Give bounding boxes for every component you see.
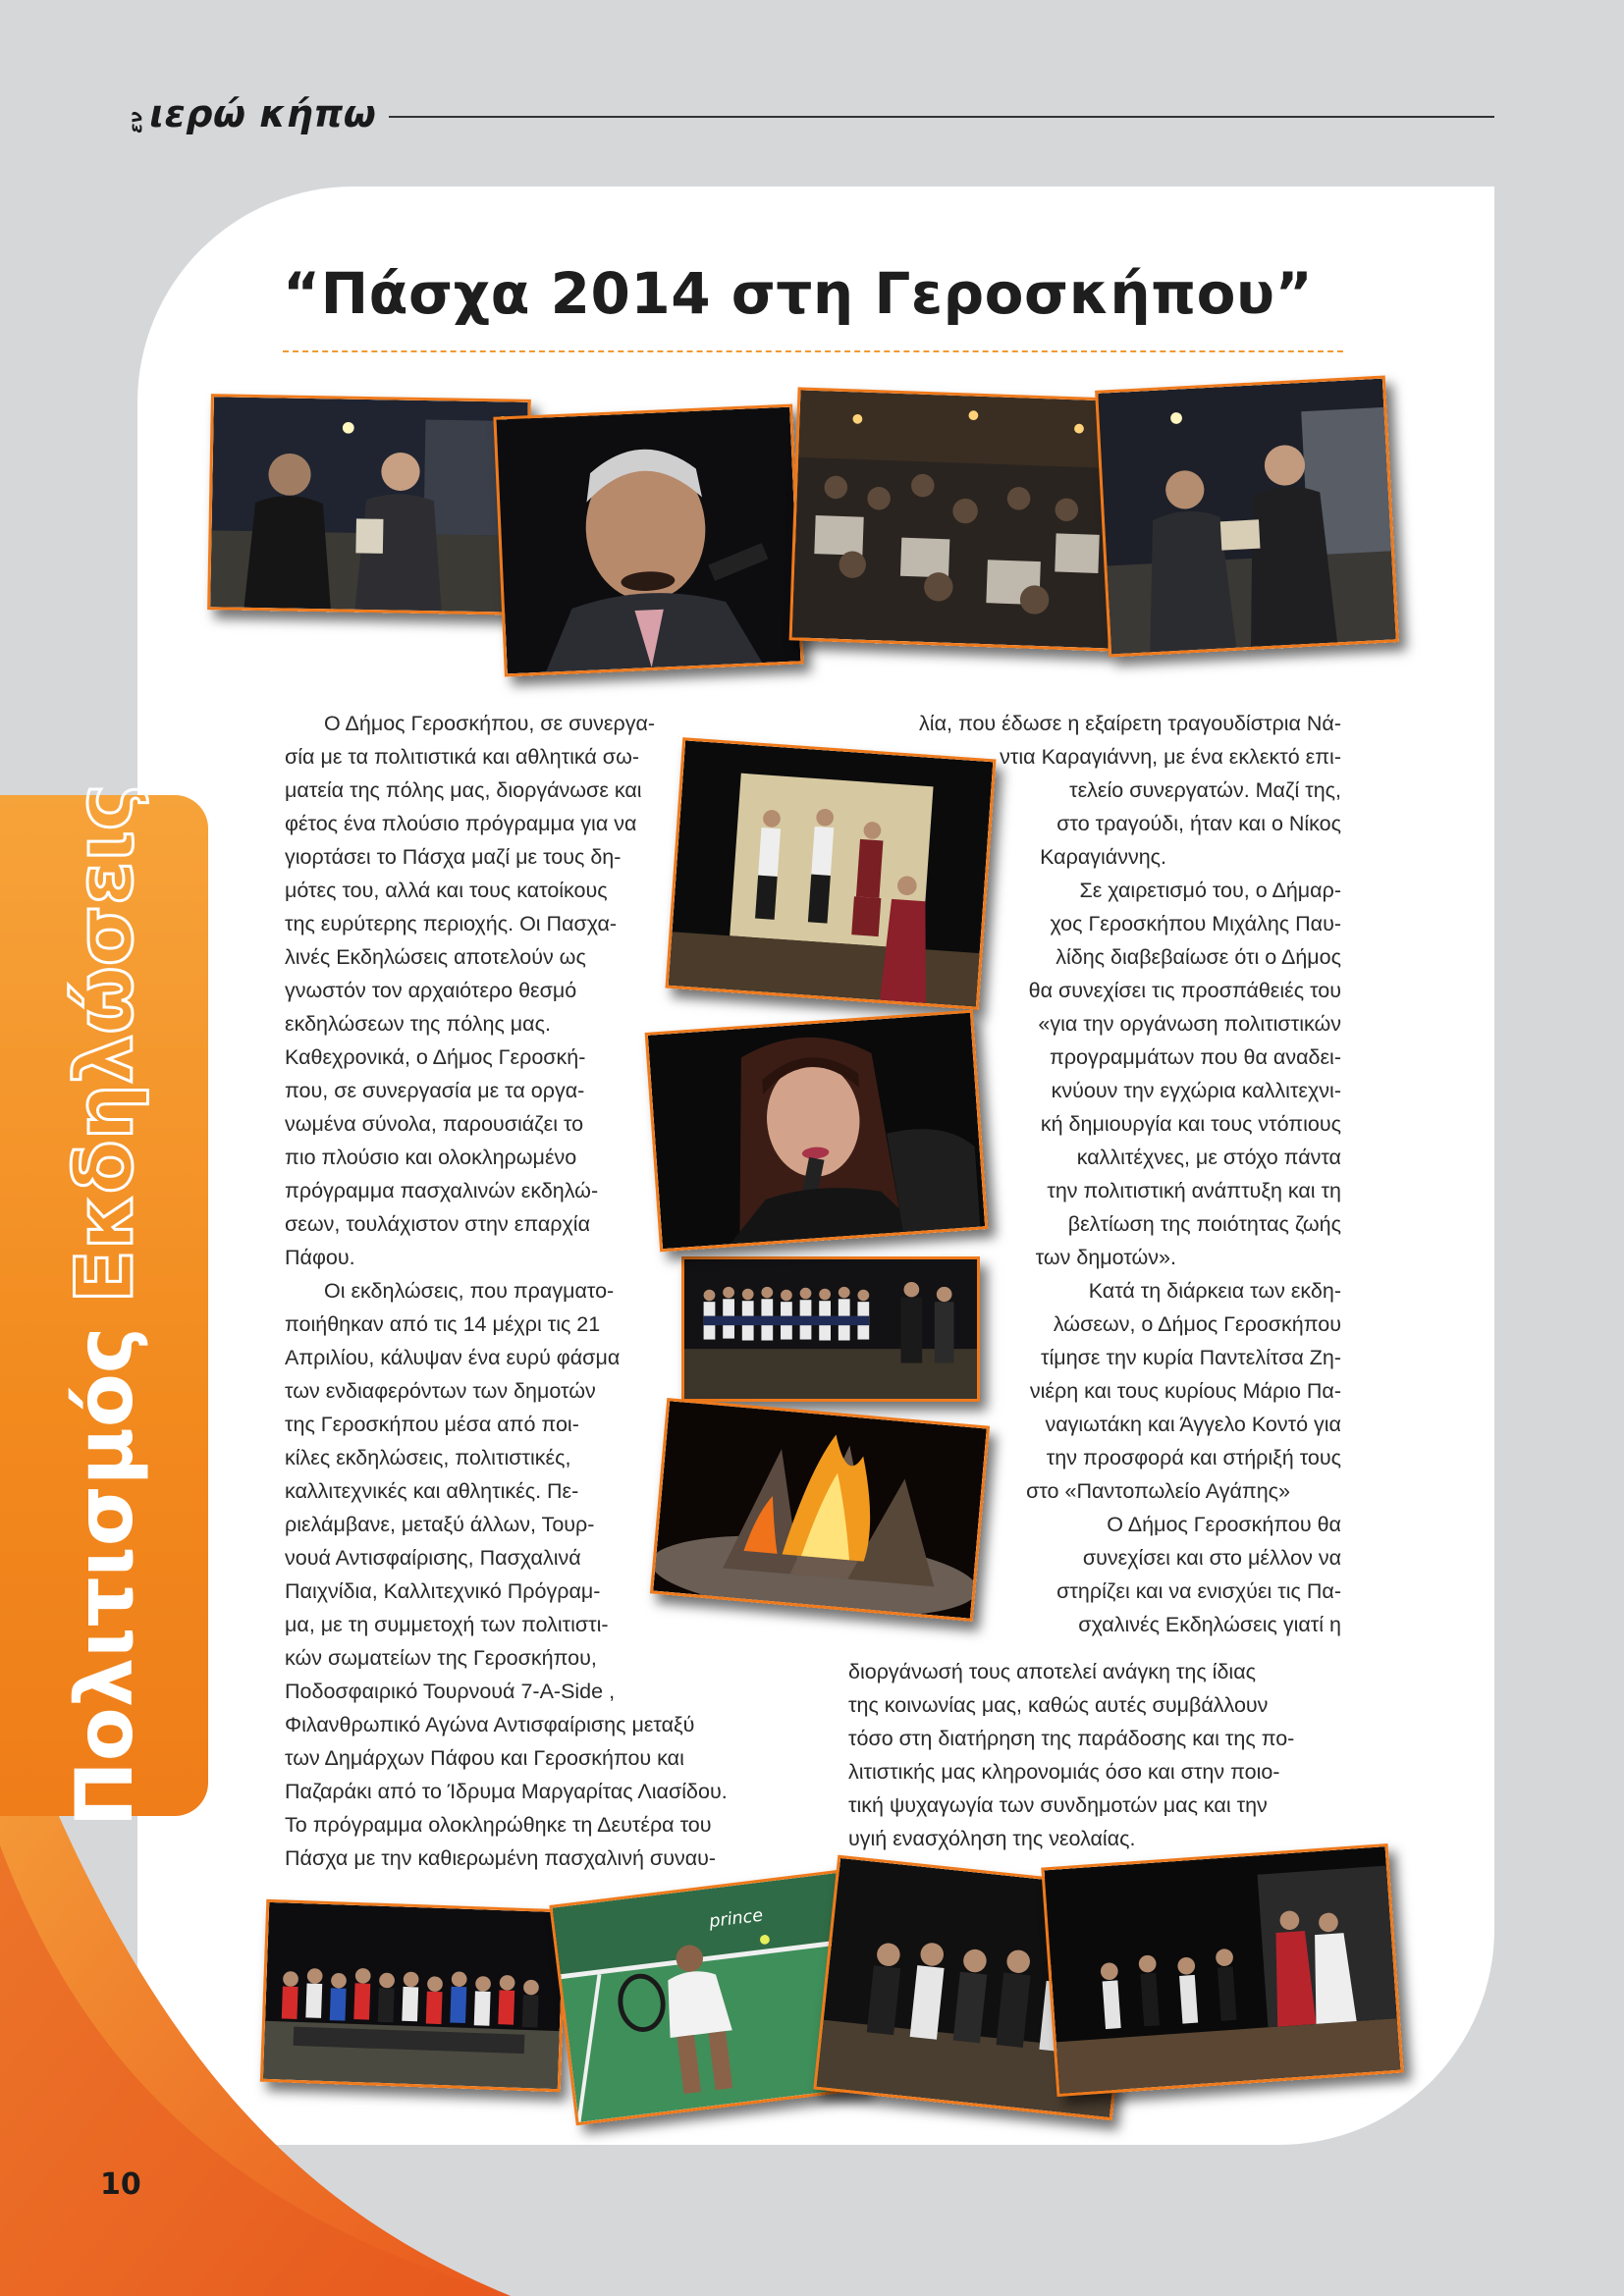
page-number: 10 [100, 2167, 141, 2202]
text-line: γιορτάσει το Πάσχα μαζί με τους δη- [285, 845, 622, 869]
photo-bonfire [650, 1398, 990, 1622]
text-line: ριελάμβανε, μεταξύ άλλων, Τουρ- [285, 1513, 595, 1536]
magazine-prefix: εν [126, 111, 147, 133]
text-line: Ο Δήμος Γεροσκήπου, σε συνεργα- [324, 712, 656, 735]
photo-award-plaque [1095, 375, 1399, 657]
photo-football-team [260, 1899, 567, 2093]
text-line: Πάφου. [285, 1246, 355, 1269]
text-line: ποιήθηκαν από τις 14 μέχρι τις 21 [285, 1312, 601, 1336]
text-line: λινές Εκδηλώσεις αποτελούν ως [285, 945, 586, 969]
photo-stage-performance [1041, 1843, 1403, 2097]
text-line: λίδης διαβεβαίωσε ότι ο Δήμος [1056, 945, 1341, 969]
text-line: της κοινωνίας μας, καθώς αυτές συμβάλλουν [848, 1693, 1269, 1717]
text-line: Κατά τη διάρκεια των εκδη- [1088, 1279, 1341, 1303]
text-line: πιο πλούσιο και ολοκληρωμένο [285, 1146, 577, 1169]
text-line: Οι εκδηλώσεις, που πραγματο- [324, 1279, 615, 1303]
text-line: σχαλινές Εκδηλώσεις γιατί η [1078, 1613, 1341, 1636]
text-line: καλλιτεχνικές και αθλητικές. Πε- [285, 1479, 579, 1503]
photo-folk-dancers [665, 737, 996, 1010]
photo-award-woman [207, 394, 531, 615]
text-line: εκδηλώσεων της πόλης μας. [285, 1012, 551, 1036]
text-line: λώσεων, ο Δήμος Γεροσκήπου [1053, 1312, 1341, 1336]
text-line: Σε χαιρετισμό του, ο Δήμαρ- [1079, 879, 1341, 902]
right-column-bottom [848, 1655, 1341, 1855]
text-line: «για την οργάνωση πολιτιστικών [1038, 1012, 1341, 1036]
text-line: μότες του, αλλά και τους κατοίκους [285, 879, 608, 902]
text-line: Φιλανθρωπικό Αγώνα Αντισφαίρισης μεταξύ [285, 1713, 695, 1736]
text-line: την προσφορά και στήριξή τους [1046, 1446, 1341, 1469]
text-line: στο «Παντοπωλείο Αγάπης» [1026, 1479, 1290, 1503]
photo-mayor-speech [493, 403, 803, 676]
text-line: χος Γεροσκήπου Μιχάλης Παυ- [1050, 912, 1341, 935]
right-column-middle [972, 874, 1341, 1641]
text-line: διοργάνωσή τους αποτελεί ανάγκη της ίδιας [848, 1660, 1256, 1683]
text-line: Ποδοσφαιρικό Τουρνουά 7-A-Side , [285, 1680, 616, 1703]
text-line: της ευρύτερης περιοχής. Οι Πασχα- [285, 912, 618, 935]
text-line: κή δημιουργία και τους ντόπιους [1040, 1112, 1341, 1136]
text-line: Απριλίου, κάλυψαν ένα ευρύ φάσμα [285, 1346, 621, 1369]
section-word-culture: Πολιτισμός [58, 1326, 150, 1828]
article-title: “Πάσχα 2014 στη Γεροσκήπου” [283, 260, 1314, 327]
text-line: τελείο συνεργατών. Μαζί της, [1069, 778, 1341, 802]
left-column-wide [285, 1708, 774, 1875]
magazine-logo [126, 92, 376, 135]
text-line: Καραγιάννης. [1040, 845, 1166, 869]
photo-singer [645, 1010, 989, 1253]
tennis-banner-text: prince [708, 1905, 765, 1933]
text-line: γνωστόν τον αρχαιότερο θεσμό [285, 979, 577, 1002]
text-line: στηρίζει και να ενισχύει τις Πα- [1056, 1579, 1341, 1603]
text-line: προγραμμάτων που θα αναδει- [1049, 1045, 1341, 1069]
text-line: νουά Αντισφαίρισης, Πασχαλινά [285, 1546, 581, 1570]
text-line: πρόγραμμα πασχαλινών εκδηλώ- [285, 1179, 599, 1202]
text-line: τόσο στη διατήρηση της παράδοσης και της πο- [848, 1727, 1295, 1750]
text-line: Ο Δήμος Γεροσκήπου θα [1107, 1513, 1341, 1536]
left-column-para-1 [285, 707, 703, 1708]
text-line: βελτίωση της ποιότητας ζωής [1067, 1212, 1341, 1236]
header-rule [389, 116, 1494, 118]
text-line: σία με τα πολιτιστικά και αθλητικά σω- [285, 745, 640, 769]
text-line: νωμένα σύνολα, παρουσιάζει το [285, 1112, 584, 1136]
text-line: υγιή ενασχόληση της νεολαίας. [848, 1827, 1136, 1850]
text-line: σεων, τουλάχιστον στην επαρχία [285, 1212, 591, 1236]
text-line: Παζαράκι από το Ίδρυμα Μαργαρίτας Λιασίδου. [285, 1780, 728, 1803]
text-line: λιτιστικής μας κληρονομιάς όσο και στην ποιο- [848, 1760, 1280, 1784]
text-line: Παιχνίδια, Καλλιτεχνικό Πρόγραμ- [285, 1579, 601, 1603]
text-line: μα, με τη συμμετοχή των πολιτιστι- [285, 1613, 609, 1636]
section-label [35, 783, 173, 1828]
masthead [126, 88, 1494, 147]
text-line: κών σωματείων της Γεροσκήπου, [285, 1646, 597, 1670]
text-line: ναγιωτάκη και Άγγελο Κοντό για [1045, 1413, 1341, 1436]
text-line: καλλιτέχνες, με στόχο πάντα [1076, 1146, 1341, 1169]
title-divider [283, 350, 1343, 352]
text-line: στο τραγούδι, ήταν και ο Νίκος [1056, 812, 1341, 835]
text-line: των δημοτών». [1035, 1246, 1176, 1269]
text-line: Πάσχα με την καθιερωμένη πασχαλινή συναυ- [285, 1846, 717, 1870]
magazine-name: ιερώ κήπω [149, 92, 377, 135]
photo-choir [681, 1256, 980, 1402]
section-word-events: Εκδηλώσεις [58, 783, 150, 1304]
text-line: Το πρόγραμμα ολοκληρώθηκε τη Δευτέρα του [285, 1813, 712, 1837]
text-line: που, σε συνεργασία με τα οργα- [285, 1079, 585, 1102]
text-line: Καθεχρονικά, ο Δήμος Γεροσκή- [285, 1045, 586, 1069]
text-line: των ενδιαφερόντων των δημοτών [285, 1379, 596, 1403]
text-line: λία, που έδωσε η εξαίρετη τραγουδίστρια Νά- [919, 712, 1341, 735]
text-line: συνεχίσει και στο μέλλον να [1082, 1546, 1341, 1570]
text-line: ντια Καραγιάννη, με ένα εκλεκτό επι- [1000, 745, 1341, 769]
text-line: φέτος ένα πλούσιο πρόγραμμα για να [285, 812, 637, 835]
text-line: των Δημάρχων Πάφου και Γεροσκήπου και [285, 1746, 684, 1770]
text-line: την πολιτιστική ανάπτυξη και τη [1047, 1179, 1341, 1202]
text-line: θα συνεχίσει τις προσπάθειές του [1028, 979, 1341, 1002]
text-line: κίλες εκδηλώσεις, πολιτιστικές, [285, 1446, 571, 1469]
text-line: κνύουν την εγχώρια καλλιτεχνι- [1051, 1079, 1341, 1102]
text-line: τίμησε την κυρία Παντελίτσα Ζη- [1041, 1346, 1341, 1369]
text-line: της Γεροσκήπου μέσα από ποι- [285, 1413, 579, 1436]
text-line: τική ψυχαγωγία των συνδημοτών μας και την [848, 1793, 1268, 1817]
text-line: ματεία της πόλης μας, διοργάνωσε και [285, 778, 642, 802]
photo-audience-tables [789, 387, 1120, 651]
text-line: νιέρη και τους κυρίους Μάριο Πα- [1029, 1379, 1341, 1403]
